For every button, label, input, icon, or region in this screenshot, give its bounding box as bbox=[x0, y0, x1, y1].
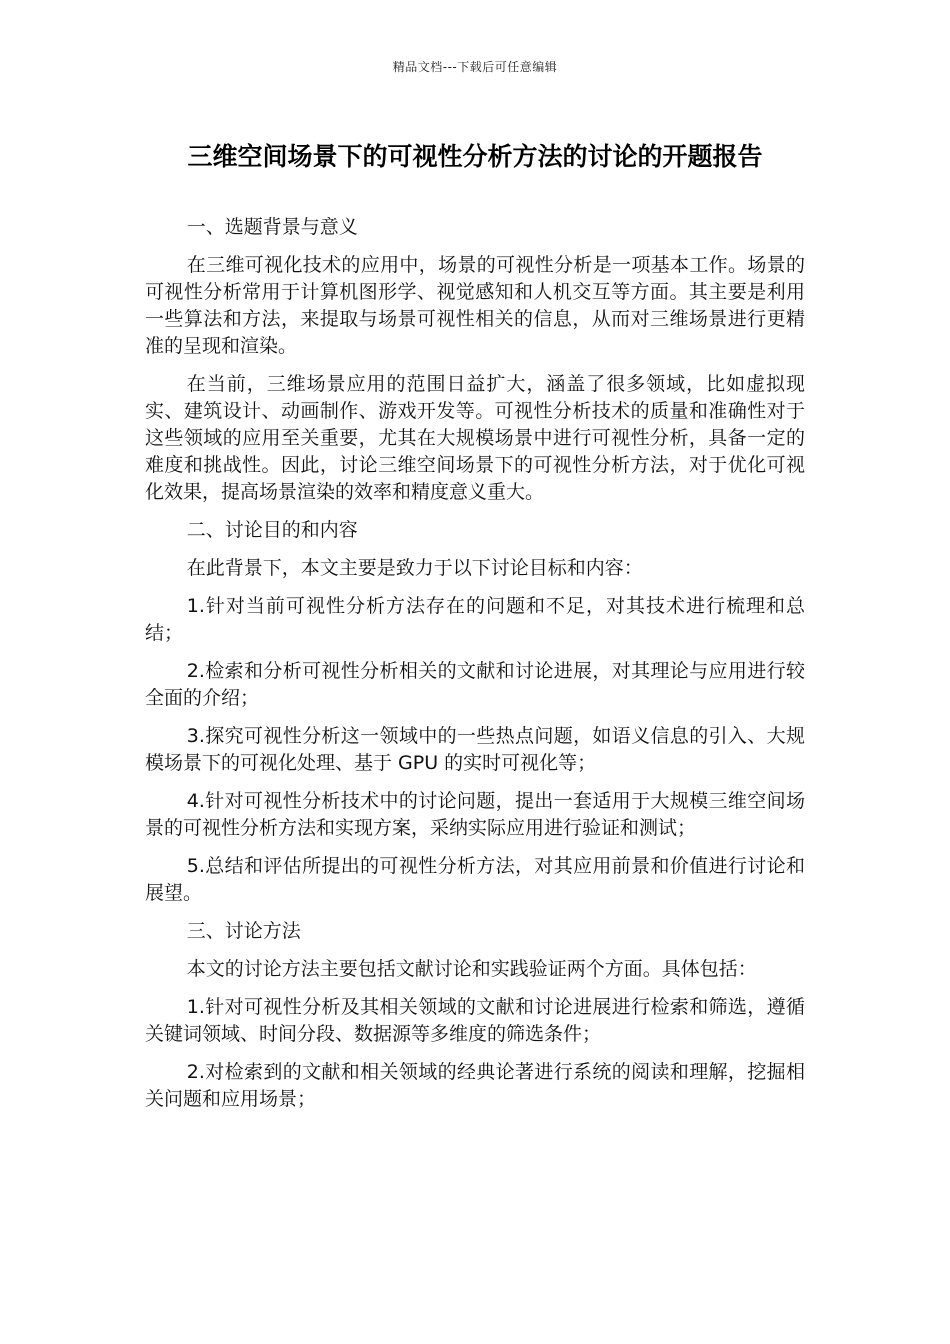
list-item: 3.探究可视性分析这一领域中的一些热点问题，如语义信息的引入、大规模场景下的可视化处理、基于 GPU 的实时可视化等； bbox=[145, 725, 805, 774]
section-heading: 一、选题背景与意义 bbox=[186, 216, 358, 238]
paragraph: 本文的讨论方法主要包括文献讨论和实践验证两个方面。具体包括： bbox=[186, 958, 757, 980]
document-title: 三维空间场景下的可视性分析方法的讨论的开题报告 bbox=[187, 142, 763, 171]
header-note: 精品文档---下载后可任意编辑 bbox=[392, 60, 558, 74]
list-item: 2.检索和分析可视性分析相关的文献和讨论进展，对其理论与应用进行较全面的介绍； bbox=[145, 660, 805, 709]
list-item: 4.针对可视性分析技术中的讨论问题，提出一套适用于大规模三维空间场景的可视性分析方法和实现方案，采纳实际应用进行验证和测试； bbox=[145, 790, 805, 839]
list-item: 2.对检索到的文献和相关领域的经典论著进行系统的阅读和理解，挖掘相关问题和应用场景； bbox=[145, 1061, 805, 1110]
paragraph: 在当前，三维场景应用的范围日益扩大，涵盖了很多领域，比如虚拟现实、建筑设计、动画制作、游戏开发等。可视性分析技术的质量和准确性对于这些领域的应用至关重要，尤其在大规模场景中进行可视性分析，具备一定的难度和挑战性。因此，讨论三维空间场景下的可视性分析方法，对于优化可视化效果，提高场景渲染的效率和精度意义重大。 bbox=[145, 373, 805, 503]
section-heading: 二、讨论目的和内容 bbox=[186, 519, 358, 541]
paragraph: 在此背景下，本文主要是致力于以下讨论目标和内容： bbox=[186, 557, 643, 579]
document-body bbox=[145, 214, 805, 1124]
section-heading: 三、讨论方法 bbox=[186, 920, 301, 942]
paragraph: 在三维可视化技术的应用中，场景的可视性分析是一项基本工作。场景的可视性分析常用于计算机图形学、视觉感知和人机交互等方面。其主要是利用一些算法和方法，来提取与场景可视性相关的信息，从而对三维场景进行更精准的呈现和渲染。 bbox=[145, 254, 805, 357]
list-item: 1.针对当前可视性分析方法存在的问题和不足，对其技术进行梳理和总结； bbox=[145, 595, 805, 644]
list-item: 5.总结和评估所提出的可视性分析方法，对其应用前景和价值进行讨论和展望。 bbox=[145, 855, 805, 904]
list-item: 1.针对可视性分析及其相关领域的文献和讨论进展进行检索和筛选，遵循关键词领域、时间分段、数据源等多维度的筛选条件； bbox=[145, 996, 805, 1045]
